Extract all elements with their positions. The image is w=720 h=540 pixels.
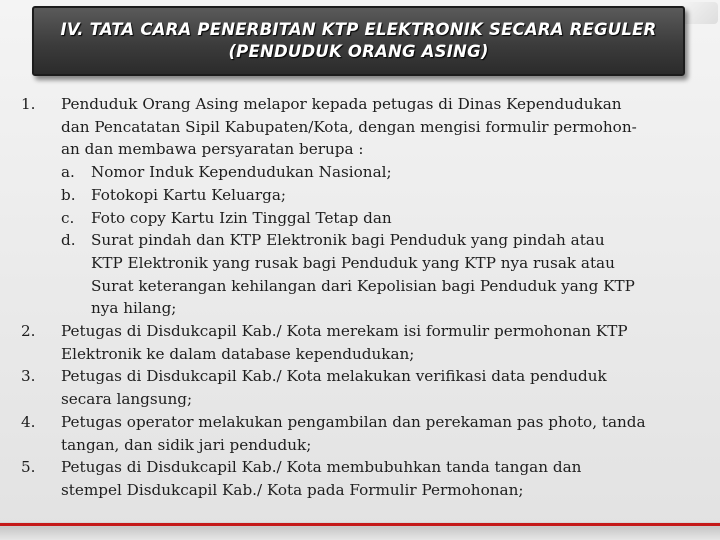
item-line: an dan membawa persyaratan berupa : <box>61 140 364 159</box>
item-number: 2. <box>21 322 36 341</box>
item-line: Elektronik ke dalam database kependudukan; <box>61 344 415 363</box>
item-line: Petugas di Disdukcapil Kab./ Kota merekam isi formulir permohonan KTP <box>61 322 628 341</box>
item-text <box>61 93 708 320</box>
item-line: Petugas di Disdukcapil Kab./ Kota melakukan verifikasi data penduduk <box>61 367 607 386</box>
procedure-list <box>18 93 708 502</box>
item-text <box>61 320 708 365</box>
item-number: 3. <box>21 367 36 386</box>
sub-item-line: Fotokopi Kartu Keluarga; <box>91 185 286 204</box>
item-line: dan Pencatatan Sipil Kabupaten/Kota, dengan mengisi formulir permohon- <box>61 117 637 136</box>
item-line: stempel Disdukcapil Kab./ Kota pada Formulir Permohonan; <box>61 480 524 499</box>
item-line: tangan, dan sidik jari penduduk; <box>61 435 312 454</box>
sub-item-line: Foto copy Kartu Izin Tinggal Tetap dan <box>91 208 392 227</box>
sub-item-line: nya hilang; <box>91 299 177 318</box>
sub-item-c <box>61 207 708 230</box>
sub-item-letter: b. <box>61 185 76 204</box>
item-number: 1. <box>21 95 36 113</box>
item-text <box>61 365 708 410</box>
sub-item-letter: c. <box>61 208 75 227</box>
sub-item-b <box>61 184 708 207</box>
sub-item-text <box>91 184 708 207</box>
item-line: Penduduk Orang Asing melapor kepada petugas di Dinas Kependudukan <box>61 95 622 113</box>
sub-item-text <box>91 161 708 184</box>
item-number: 5. <box>21 458 36 477</box>
sub-item-d <box>61 229 708 320</box>
list-item-2 <box>18 320 708 365</box>
sub-item-line: Surat keterangan kehilangan dari Kepolisian bagi Penduduk yang KTP <box>91 276 635 295</box>
item-number: 4. <box>21 412 36 431</box>
list-item-1 <box>18 93 708 320</box>
sub-item-letter: d. <box>61 231 76 250</box>
item-text <box>61 411 708 456</box>
title-line-1: IV. TATA CARA PENERBITAN KTP ELEKTRONIK SECARA REGULER <box>60 20 657 39</box>
footer-accent-line <box>0 523 720 526</box>
list-item-3 <box>18 365 708 410</box>
item-line: Petugas operator melakukan pengambilan dan perekaman pas photo, tanda <box>61 412 646 431</box>
sub-item-letter: a. <box>61 163 75 182</box>
list-item-4 <box>18 411 708 456</box>
sub-item-text <box>91 229 708 320</box>
sub-item-line: Surat pindah dan KTP Elektronik bagi Penduduk yang pindah atau <box>91 231 605 250</box>
title-line-2: (PENDUDUK ORANG ASING) <box>228 42 489 61</box>
sub-item-text <box>91 207 708 230</box>
sub-item-line: KTP Elektronik yang rusak bagi Penduduk yang KTP nya rusak atau <box>91 253 615 272</box>
item-text <box>61 456 708 501</box>
title-banner <box>32 6 685 76</box>
sub-item-a <box>61 161 708 184</box>
sub-item-line: Nomor Induk Kependudukan Nasional; <box>91 163 392 182</box>
item-line: Petugas di Disdukcapil Kab./ Kota membubuhkan tanda tangan dan <box>61 458 582 477</box>
list-item-5 <box>18 456 708 501</box>
item-line: secara langsung; <box>61 390 193 409</box>
